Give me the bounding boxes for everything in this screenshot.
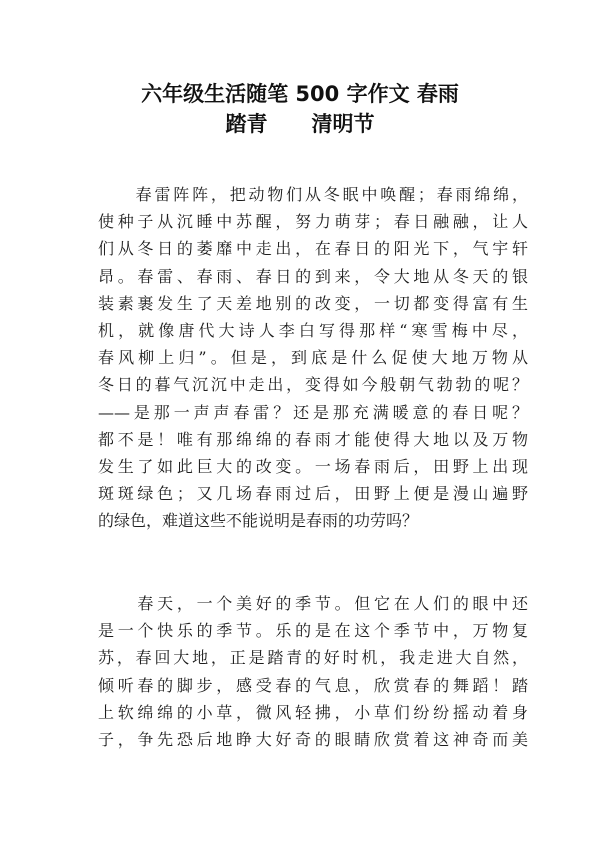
text-line: 昂。春雷、春雨、春日的到来，令大地从冬天的银 — [98, 266, 528, 286]
text-line: 子，争先恐后地睁大好奇的眼睛欣赏着这神奇而美 — [98, 729, 528, 749]
text-line: 是一个快乐的季节。乐的是在这个季节中，万物复 — [98, 621, 528, 641]
title-part-taqing: 踏青 — [225, 112, 268, 136]
text-line: 们从冬日的萎靡中走出，在春日的阳光下，气宇轩 — [98, 239, 528, 259]
text-line: 的绿色，难道这些不能说明是春雨的功劳吗？ — [98, 511, 419, 531]
text-line: 发生了如此巨大的改变。一场春雨后，田野上出现 — [98, 456, 528, 476]
text-line: 冬日的暮气沉沉中走出，变得如今般朝气勃勃的呢？ — [98, 375, 528, 395]
text-line: 装素裹发生了天差地别的改变，一切都变得富有生 — [98, 293, 528, 313]
text-line: 苏，春回大地，正是踏青的好时机，我走进大自然， — [98, 648, 528, 668]
text-line: ——是那一声声春雷？还是那充满暖意的春日呢？ — [98, 402, 528, 422]
paragraph-2 — [98, 590, 528, 753]
document-title-line-2 — [60, 110, 540, 138]
text-line: 上软绵绵的小草，微风轻拂，小草们纷纷摇动着身 — [98, 702, 528, 722]
text-line: 斑斑绿色；又几场春雨过后，田野上便是漫山遍野 — [98, 484, 528, 504]
paragraph-1 — [98, 181, 528, 534]
title-part-qingmingjie: 清明节 — [311, 112, 375, 136]
text-line: 春雷阵阵，把动物们从冬眠中唤醒；春雨绵绵， — [98, 185, 528, 204]
text-line: 都不是！唯有那绵绵的春雨才能使得大地以及万物 — [98, 429, 528, 449]
text-line: 使种子从沉睡中苏醒，努力萌芽；春日融融，让人 — [98, 212, 528, 232]
text-line: 机，就像唐代大诗人李白写得那样“寒雪梅中尽， — [98, 320, 528, 340]
text-line: 倾听春的脚步，感受春的气息，欣赏春的舞蹈！踏 — [98, 675, 528, 695]
text-line: 春天，一个美好的季节。但它在人们的眼中还 — [98, 594, 528, 613]
document-title-line-1: 六年级生活随笔 500 字作文 春雨 — [141, 82, 459, 106]
text-line: 春风柳上归”。但是，到底是什么促使大地万物从 — [98, 348, 528, 368]
